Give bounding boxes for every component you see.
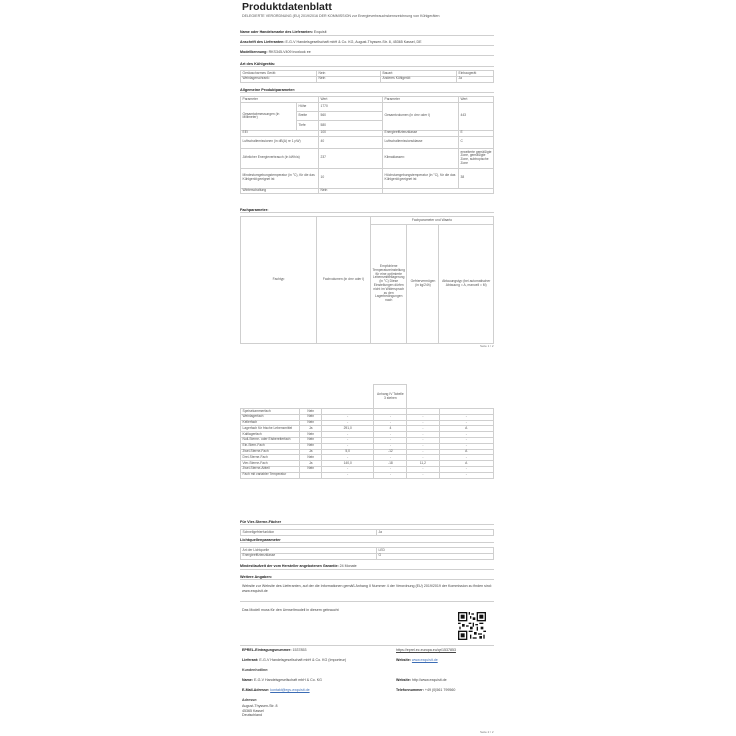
fach-group-row [241,217,494,225]
table-header-cell: Wert [319,97,383,103]
section-fach-heading: Fachparameter: [240,208,494,213]
eprel-value: 1537853 [292,648,307,652]
table-cell: 38 [459,168,494,188]
qr-code-icon[interactable] [458,612,486,640]
fach-value-cell: - [374,466,407,472]
table-cell: Winterschaltung [241,188,319,194]
table-cell: E [459,130,494,136]
fach-value-cell: - [407,443,439,449]
table-cell: Luftschallemissionsklasse [383,136,459,148]
fach-temp-header: Empfohlene Temperatureinstellung für eine optimierte Lebensmittellagerung (in °C) Diese Einstellungen dürfen nicht im Widerspruch zu den Lagerbedingungen nach [371,225,407,344]
fach-freeze-header: Gefriervermögen (in kg/24h) [407,225,439,344]
pdf-note: Das Modell muss für den Umweltmodell in diesem gebraucht [242,608,339,612]
table-cell: 1770 [319,102,383,111]
table-cell: Anderes Kühlgerät: [381,76,457,82]
table-cell: Ja [377,530,494,536]
regulation-subtitle: DELEGIERTE VERORDNUNG (EU) 2019/2016 DER KOMMISSION zur Energieverbrauchskennzeichnung von Kühlgeräten [242,14,440,18]
email-label: E-Mail-Adresse: [242,688,270,692]
phone-value: +49 (0)561 799560 [424,688,456,692]
table-cell: Nein [319,188,383,194]
address-line: Deutschland [242,713,262,717]
address-block [242,704,322,718]
fach-header-table [240,216,494,344]
warranty-value: 24 Monate [339,564,357,568]
table-cell: 237 [319,148,383,168]
fach-value-cell: - [321,437,373,443]
section-light-heading: Lichtquellenparameter [240,538,494,543]
table-cell: Art der Lichtquelle [241,548,377,554]
section-4star-heading: Für Vier-Sterne-Fächer [240,520,494,525]
fach-value-cell: 5,0 [321,449,373,455]
fach-value-cell: - [407,466,439,472]
table-cell: Breite [297,112,319,121]
table-cell: 10 [319,168,383,188]
address-line: 45365 Kassel [242,708,264,713]
fach-value-cell: - [407,449,439,455]
fach-value-cell: - [321,432,373,438]
fach-value-cell: - [374,443,407,449]
fach-value-cell: 140,0 [321,461,373,467]
dimensions-label: Gesamtabmessungen (in Millimeter) [241,102,297,130]
fach-values-table [240,384,494,479]
table-cell: Einbaugerät [457,71,494,77]
fach-type-header: Fachtyp [241,217,317,344]
table-cell: Energieeffizienzklasse [241,553,377,559]
supplier-name-row [240,30,494,36]
table-cell: 580 [319,121,383,130]
table-cell: Ja [457,76,494,82]
fach-value-cell: - [407,426,439,432]
general-table [240,96,494,194]
eprel-link[interactable]: https://eprel.ec.europa.eu/qr/1537853 [396,648,456,652]
dimension-row [241,102,494,111]
table-cell: C [459,136,494,148]
table-cell: 40 [319,136,383,148]
qr-code-graphic [458,612,486,640]
fach-value-cell: -18 [374,461,407,467]
website2-value: http://www.exquisit.de [411,678,447,682]
energy-row [241,148,494,168]
fach-value-cell: Ja [300,449,322,455]
fach-value-cell: - [407,414,439,420]
divider [240,601,494,602]
fach-value-cell: - [439,414,493,420]
website2-row [396,678,492,683]
supplier-address-label: Anschrift des Lieferanten: [240,40,285,44]
datasheet-page [240,0,494,736]
fach-type-cell: Drei-Sterne-Fach [241,455,300,461]
fach-value-cell: - [321,466,373,472]
table-cell: Klimaklassen: [383,148,459,168]
fach-value-cell: Ja [300,461,322,467]
table-cell: erweiterte gemäßigte Zone, gemäßigte Zone, subtropische Zone [459,148,494,168]
table-cell: Energieeffizienzklasse [383,130,459,136]
fach-type-cell: Zwei-Sterne-Fach [241,449,300,455]
fach-value-cell: - [439,455,493,461]
fach-value-cell: - [439,437,493,443]
fach-value-cell: Nein [300,437,322,443]
page-number-2: Seite 2 / 2 [480,730,494,734]
quick-freeze-table [240,529,494,536]
section-type-heading: Art des Kühlgeräts: [240,62,494,67]
website-row [396,658,492,663]
page-number-1: Seite 1 / 2 [480,344,494,348]
fach-value-cell: - [374,420,407,426]
fach-value-cell: A [439,426,493,432]
fach-defrost-header: Abtauungstyp (bei automatischer Abtauung = A, manuell = M) [439,225,494,344]
fach-value-cell: Nein [300,432,322,438]
winter-row [241,188,494,194]
fach-volume-header: Fachvolumen (in dm³ oder l) [317,217,371,344]
fach-value-cell: - [374,472,407,478]
website-label: Website: [396,658,411,662]
fach-value-cell: - [407,472,439,478]
fach-type-cell: Vier-Sterne-Fach [241,461,300,467]
fach-value-cell: - [321,420,373,426]
table-cell: Höhe [297,102,319,111]
table-cell: Weinlagerschrank: [241,76,317,82]
email-row [242,688,392,693]
fach-type-cell: Fach mit variabler Temperatur [241,472,300,478]
fach-value-cell: - [374,437,407,443]
fach-value-cell: - [321,443,373,449]
quick-freeze-row [241,530,494,536]
table-cell [383,188,494,194]
warranty-row [240,564,494,570]
light-class-row [241,553,494,559]
fach-type-cell: Lagerfach für frische Lebensmittel [241,426,300,432]
phone-row [396,688,492,693]
fach-value-cell: 291,0 [321,426,373,432]
table-cell: Jährlicher Energieverbrauch (in kWh/a) [241,148,319,168]
fach-value-cell: -12 [374,449,407,455]
fach-value-cell: - [374,455,407,461]
fach-value-cell: Nein [300,466,322,472]
table-cell: Luftschallemissionen (in dB(A) re 1 pW) [241,136,319,148]
fach-value-cell: Nein [300,414,322,420]
website2-label: Website: [396,678,411,682]
table-cell: EEI [241,130,319,136]
volume-label: Gesamtvolumen (in dm³ oder l) [383,102,459,130]
fach-value-cell: - [407,420,439,426]
fach-group-header: Fachparameter und Waarto [371,217,494,225]
section-more-heading: Weitere Angaben: [240,575,494,580]
fach-type-cell: Speisekammerfach [241,409,300,415]
noise-row [241,136,494,148]
table-cell: Nein [317,71,381,77]
phone-label: Telefonnummer: [396,688,424,692]
supplier-address-row [240,40,494,46]
fach-value-cell: Nein [300,443,322,449]
supplier-address-value: E-G-V Handelsgesellschaft mbH & Co. KG, August-Thyssen-Str. 8, 45365 Kassel, DE [285,40,422,44]
table-cell: Bauart: [381,71,457,77]
fach-value-cell: - [439,443,493,449]
table-cell: Mindestumgebungstemperatur (in °C), für die das Kühlgerät geeignet ist [241,168,319,188]
warranty-label: Mindestlaufzeit der vom Hersteller angebotenen Garantie: [240,564,339,568]
table-cell: Geräuscharmes Gerät: [241,71,317,77]
fach-value-cell: - [321,472,373,478]
fach-value-cell: - [439,432,493,438]
model-value: RKS345-V409 inoxlook ee [268,50,311,54]
table-cell: Tiefe [297,121,319,130]
divider [240,645,494,646]
fach-row [241,472,494,478]
type-row [241,76,494,82]
fach-value-cell: A [439,461,493,467]
fach-value-cell: 11,2 [407,461,439,467]
fach-type-cell: Zwei-Sterne-Abteil [241,466,300,472]
email-link[interactable]: kontakt@egv-exquisit.de [270,688,310,692]
table-cell: Schnellgefrierfunktion [241,530,377,536]
fach-value-cell: Ja [300,426,322,432]
table-cell: LED [377,548,494,554]
lieferant-value: E-G-V Handelsgesellschaft mbH & Co. KG (Importeur) [259,658,347,662]
fach-value-cell: - [321,414,373,420]
table-cell: G [377,553,494,559]
fach-value-cell: - [407,455,439,461]
supplier-name-value: Exquisit [313,30,327,34]
model-label: Modellkennung: [240,50,268,54]
fach-value-cell: - [407,432,439,438]
table-cell: Höchstumgebungstemperatur (in °C), für die das Kühlgerät geeignet ist [383,168,459,188]
fach-value-cell: Nein [300,420,322,426]
lieferant-row [242,658,392,663]
fach-type-cell: Ein-Stern-Fach [241,443,300,449]
temperature-row [241,168,494,188]
name-row [242,678,392,683]
table-header-cell: Wert [459,97,494,103]
table-header-cell: Parameter [241,97,319,103]
address-line: August-Thyssen-Str. 8 [242,704,278,708]
fach-value-cell: - [439,420,493,426]
fach-type-cell: Kellerfach [241,420,300,426]
section-general-heading: Allgemeine Produktparameter: [240,88,494,93]
table-header-cell: Parameter [383,97,459,103]
document-title: Produktdatenblatt [242,1,332,13]
lieferant-label: Lieferant: [242,658,259,662]
volume-value: 443 [459,102,494,130]
table-cell: Nein [317,76,381,82]
fach-value-cell: - [374,414,407,420]
name-label: Name: [242,678,253,682]
name-value: E-G-V Handelsgesellschaft mbH & Co. KG [254,678,322,682]
table-cell: 100 [319,130,383,136]
fach-cont-header: Anhang IV Tabelle 3 stehen [374,385,407,409]
website-link[interactable]: www.exquisit.de [411,658,438,662]
type-table [240,70,494,83]
fach-value-cell: A [439,449,493,455]
fach-value-cell: 4 [374,426,407,432]
fach-value-cell: Nein [300,455,322,461]
fach-type-cell: Null-Sterne- oder Eisbereiterfach [241,437,300,443]
fach-value-cell: - [439,466,493,472]
eprel-label: EPREL-Eintragungsnummer: [242,648,292,652]
fach-value-cell: - [321,455,373,461]
kontakt-label: Kundenhotline: [242,668,269,672]
light-table [240,547,494,560]
more-info-text: Website zur Website des Lieferanten, auf der die Informationen gemäß Anhang II Nummer 4 der Verordnung (EU) 2019/2019 der Kommission zu finden sind: www.exquisit.de [242,584,492,593]
fach-value-cell: - [439,472,493,478]
supplier-name-label: Name oder Handelsmarke des Lieferanten: [240,30,313,34]
fach-value-cell [300,472,322,478]
fach-type-cell: Weinlagerfach [241,414,300,420]
fach-cont-header-row [241,385,494,409]
fach-type-cell: Kaltlagerfach [241,432,300,438]
fach-value-cell: - [407,437,439,443]
address-label: Adresse: [242,698,258,702]
fach-value-cell: - [374,432,407,438]
fach-value-cell: Nein [300,409,322,415]
table-cell: 560 [319,112,383,121]
eprel-row [242,648,392,653]
model-row [240,50,494,56]
